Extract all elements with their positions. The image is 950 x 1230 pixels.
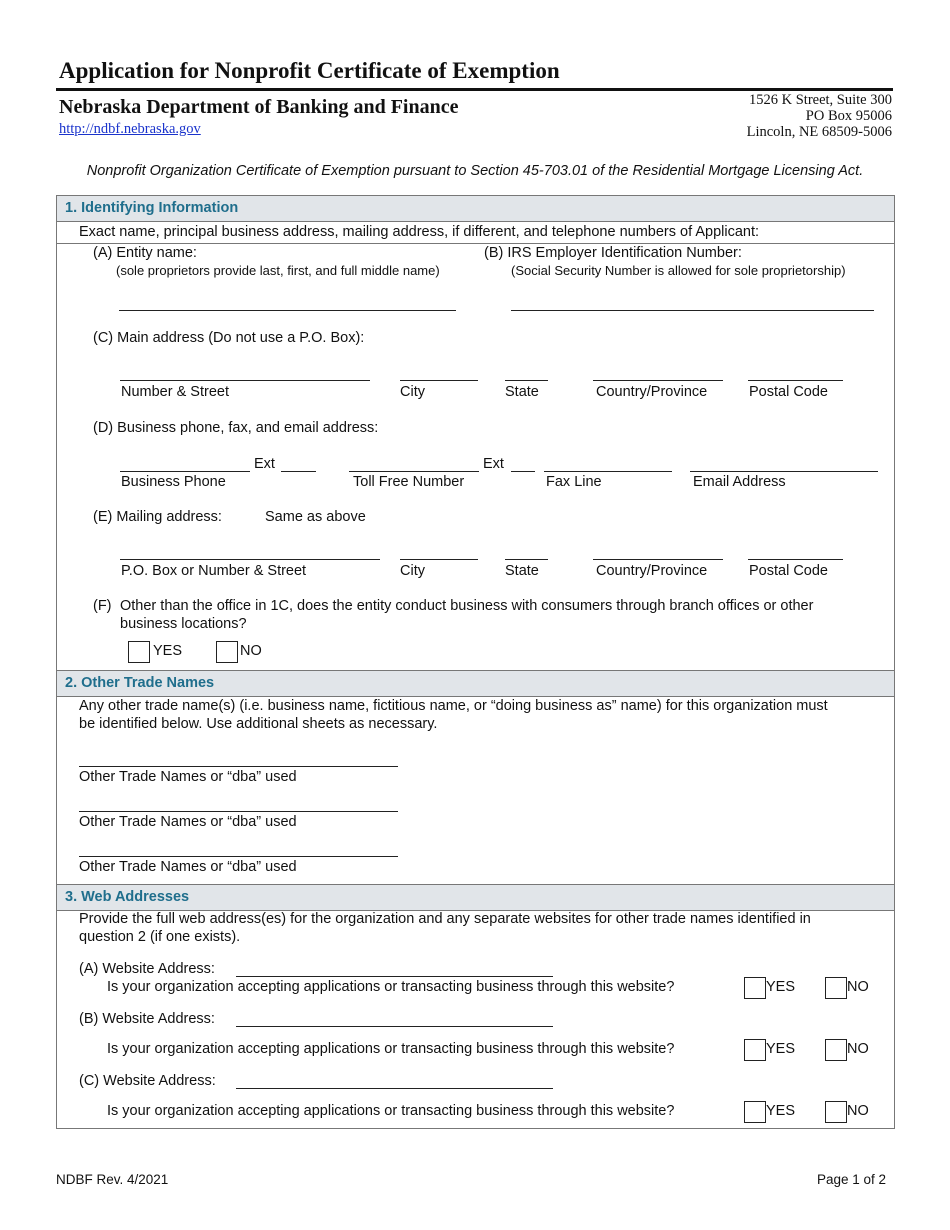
section-3-intro: Provide the full web address(es) for the organization and any separate websites for other trade names identified in bbox=[79, 911, 811, 927]
entity-name-note: (sole proprietors provide last, first, and full middle name) bbox=[116, 263, 440, 278]
website-question: Is your organization accepting applications or transacting business through this website? bbox=[107, 1103, 675, 1119]
checkbox-label: NO bbox=[847, 979, 869, 995]
website-a-yes-checkbox[interactable] bbox=[744, 977, 766, 999]
branch-question-marker: (F) bbox=[93, 598, 112, 614]
department-name: Nebraska Department of Banking and Finance bbox=[59, 96, 459, 118]
branch-yes-checkbox[interactable] bbox=[128, 641, 150, 663]
field-caption: Postal Code bbox=[749, 563, 828, 579]
branch-no-checkbox[interactable] bbox=[216, 641, 238, 663]
field-caption: Email Address bbox=[693, 474, 786, 490]
checkbox-label: YES bbox=[153, 643, 183, 659]
website-c-yes-checkbox[interactable] bbox=[744, 1101, 766, 1123]
website-question: Is your organization accepting applications or transacting business through this website? bbox=[107, 1041, 675, 1057]
contact-label: (D) Business phone, fax, and email address: bbox=[93, 420, 379, 436]
address-line: PO Box 95006 bbox=[805, 108, 892, 124]
ein-label: (B) IRS Employer Identification Number: bbox=[484, 245, 742, 261]
trade-name-field[interactable] bbox=[79, 811, 398, 812]
section-3-intro: question 2 (if one exists). bbox=[79, 929, 241, 945]
section-3-header bbox=[57, 884, 894, 911]
business-phone-field[interactable] bbox=[120, 471, 250, 472]
mailing-city-field[interactable] bbox=[400, 559, 478, 560]
ext-label: Ext bbox=[483, 456, 504, 472]
page-number: Page 1 of 2 bbox=[816, 1172, 886, 1187]
mailing-state-field[interactable] bbox=[505, 559, 548, 560]
revision-label: NDBF Rev. 4/2021 bbox=[56, 1172, 169, 1187]
trade-name-field[interactable] bbox=[79, 766, 398, 767]
field-caption: Other Trade Names or “dba” used bbox=[79, 814, 297, 830]
email-field[interactable] bbox=[690, 471, 878, 472]
department-address bbox=[747, 92, 892, 140]
section-1-header bbox=[57, 195, 894, 222]
main-address-label: (C) Main address (Do not use a P.O. Box): bbox=[93, 330, 365, 346]
section-title: 1. Identifying Information bbox=[65, 200, 239, 216]
checkbox-label: NO bbox=[240, 643, 262, 659]
field-caption: Country/Province bbox=[596, 563, 708, 579]
form-title: Application for Nonprofit Certificate of Exemption bbox=[59, 58, 560, 83]
main-street-field[interactable] bbox=[120, 380, 370, 381]
main-postal-field[interactable] bbox=[748, 380, 843, 381]
main-state-field[interactable] bbox=[505, 380, 548, 381]
fax-field[interactable] bbox=[544, 471, 672, 472]
website-c-field[interactable] bbox=[236, 1088, 553, 1089]
website-b-no-checkbox[interactable] bbox=[825, 1039, 847, 1061]
website-label: (C) Website Address: bbox=[79, 1073, 216, 1089]
branch-question-text: Other than the office in 1C, does the entity conduct business with consumers through branch offices or other bbox=[120, 598, 814, 614]
field-caption: Other Trade Names or “dba” used bbox=[79, 859, 297, 875]
checkbox-label: YES bbox=[766, 1103, 796, 1119]
mailing-country-field[interactable] bbox=[593, 559, 723, 560]
website-question: Is your organization accepting applications or transacting business through this website? bbox=[107, 979, 675, 995]
ext-label: Ext bbox=[254, 456, 275, 472]
checkbox-label: NO bbox=[847, 1041, 869, 1057]
field-caption: Number & Street bbox=[121, 384, 229, 400]
field-caption: Business Phone bbox=[121, 474, 226, 490]
checkbox-label: YES bbox=[766, 979, 796, 995]
checkbox-label: YES bbox=[766, 1041, 796, 1057]
section-2-intro: Any other trade name(s) (i.e. business name, fictitious name, or “doing business as” name) for this organization must bbox=[79, 698, 828, 714]
website-b-field[interactable] bbox=[236, 1026, 553, 1027]
branch-question-text: business locations? bbox=[120, 616, 247, 632]
website-link[interactable]: http://ndbf.nebraska.gov bbox=[59, 121, 201, 137]
field-caption: P.O. Box or Number & Street bbox=[121, 563, 307, 579]
website-label: (B) Website Address: bbox=[79, 1011, 215, 1027]
same-as-above-option[interactable]: Same as above bbox=[265, 509, 366, 525]
mailing-address-label: (E) Mailing address: bbox=[93, 509, 222, 525]
field-caption: Other Trade Names or “dba” used bbox=[79, 769, 297, 785]
section-1-intro: Exact name, principal business address, mailing address, if different, and telephone numbers of Applicant: bbox=[79, 224, 760, 240]
field-caption: State bbox=[505, 384, 539, 400]
section-title: 2. Other Trade Names bbox=[65, 675, 215, 691]
website-c-no-checkbox[interactable] bbox=[825, 1101, 847, 1123]
main-country-field[interactable] bbox=[593, 380, 723, 381]
field-caption: City bbox=[400, 563, 425, 579]
website-label: (A) Website Address: bbox=[79, 961, 215, 977]
entity-name-label: (A) Entity name: bbox=[93, 245, 197, 261]
field-caption: City bbox=[400, 384, 425, 400]
website-a-field[interactable] bbox=[236, 976, 553, 977]
toll-free-ext-field[interactable] bbox=[511, 471, 535, 472]
business-phone-ext-field[interactable] bbox=[281, 471, 316, 472]
ein-field[interactable] bbox=[511, 310, 874, 311]
section-title: 3. Web Addresses bbox=[65, 889, 190, 905]
address-line: Lincoln, NE 68509-5006 bbox=[746, 124, 892, 140]
main-city-field[interactable] bbox=[400, 380, 478, 381]
field-caption: Toll Free Number bbox=[353, 474, 465, 490]
website-b-yes-checkbox[interactable] bbox=[744, 1039, 766, 1061]
section-2-header bbox=[57, 670, 894, 697]
entity-name-field[interactable] bbox=[119, 310, 456, 311]
form-subtitle: Nonprofit Organization Certificate of Exemption pursuant to Section 45-703.01 of the Residential Mortgage Licensing Act. bbox=[86, 163, 864, 179]
section-2-intro: be identified below. Use additional sheets as necessary. bbox=[79, 716, 438, 732]
field-caption: Fax Line bbox=[546, 474, 602, 490]
toll-free-field[interactable] bbox=[349, 471, 479, 472]
ein-note: (Social Security Number is allowed for sole proprietorship) bbox=[511, 263, 846, 278]
address-line: 1526 K Street, Suite 300 bbox=[749, 92, 892, 108]
field-caption: State bbox=[505, 563, 539, 579]
mailing-street-field[interactable] bbox=[120, 559, 380, 560]
field-caption: Postal Code bbox=[749, 384, 828, 400]
field-caption: Country/Province bbox=[596, 384, 708, 400]
title-rule bbox=[56, 88, 893, 91]
website-a-no-checkbox[interactable] bbox=[825, 977, 847, 999]
trade-name-field[interactable] bbox=[79, 856, 398, 857]
mailing-postal-field[interactable] bbox=[748, 559, 843, 560]
checkbox-label: NO bbox=[847, 1103, 869, 1119]
